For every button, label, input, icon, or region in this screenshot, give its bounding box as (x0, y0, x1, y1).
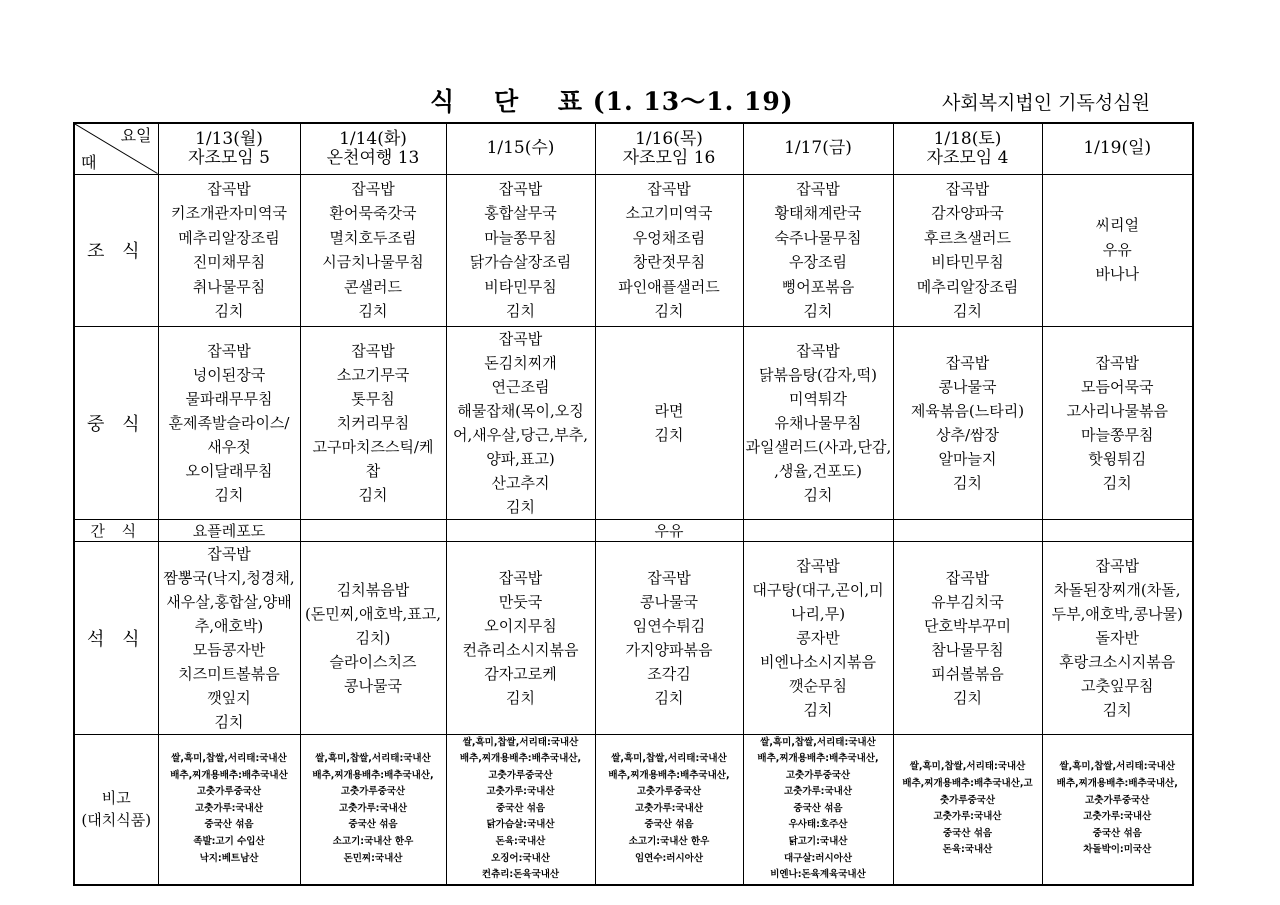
breakfast-cell (893, 174, 1042, 326)
menu-item: 양파,표고) (486, 449, 555, 468)
breakfast-cell (300, 174, 446, 326)
menu-item: 콩나물국 (938, 377, 997, 396)
origin-note: 고춧가루중국산 (1085, 794, 1150, 806)
origin-note: 배추,찌개용배추:배추국내산 (170, 769, 288, 781)
origin-note: 중국산 섞음 (204, 819, 254, 831)
menu-item: 참나물무침 (931, 640, 1004, 659)
menu-item: 김치) (355, 628, 391, 647)
day-header (743, 123, 893, 174)
menu-item: 김치 (358, 485, 388, 504)
menu-item: 씨리얼 (1095, 216, 1139, 235)
origin-note: 배추,찌개용배추:배추국내산, (459, 753, 582, 765)
menu-item: 오이달래무침 (185, 461, 273, 480)
snack-cell (893, 519, 1042, 541)
menu-item: 잡곡밥 (796, 341, 840, 360)
menu-item: 잡곡밥 (351, 341, 395, 360)
origin-note: 고춧가루:국내산 (933, 811, 1002, 823)
origin-note: 소고기:국내산 한우 (332, 836, 414, 848)
menu-item: 비타민무침 (484, 277, 557, 296)
origin-note: 쌀,흑미,찹쌀,서리태:국내산 (462, 736, 579, 748)
dinner-cell (446, 541, 595, 734)
menu-item: 김치 (506, 497, 535, 516)
menu-item: 우엉채조림 (632, 228, 706, 247)
lunch-row (74, 326, 1193, 519)
menu-item: 우장조림 (789, 253, 847, 271)
origin-note: 쌀,흑미,찹쌀,서리태:국내산 (760, 736, 876, 748)
origin-note: 우사태:호주산 (788, 819, 848, 831)
origin-note: 쌀,흑미,찹쌀,서리태:국내산 (315, 753, 431, 765)
menu-item: 치즈미트볼볶음 (178, 664, 280, 683)
menu-item: 김치 (358, 302, 388, 320)
menu-item: 김치 (506, 302, 535, 320)
menu-item: 슬라이스치즈 (329, 652, 417, 671)
menu-item: 후르츠샐러드 (924, 228, 1011, 247)
breakfast-cell (446, 174, 595, 326)
menu-item: 모듬어묵국 (1081, 377, 1154, 396)
menu-item: 잡곡밥 (945, 568, 990, 587)
day-header (595, 123, 743, 174)
day-date: 1/15(수) (486, 138, 555, 159)
menu-item: 치커리무침 (336, 413, 410, 432)
organization-name: 사회복지법인 기독성심원 (942, 92, 1150, 114)
lunch-cell (300, 326, 446, 519)
origin-note: 돈민찌:국내산 (343, 852, 403, 864)
menu-item: 잡곡밥 (1095, 556, 1139, 575)
menu-item: 잡곡밥 (647, 568, 691, 587)
menu-item: 찹 (365, 461, 381, 480)
day-header (446, 123, 595, 174)
menu-item: 김치 (214, 302, 244, 320)
menu-item: 오이지무침 (484, 616, 557, 635)
origin-note: 대구살:러시아산 (783, 852, 853, 864)
menu-item: 취나물무침 (192, 277, 266, 296)
menu-item: 임연수튀김 (632, 616, 706, 635)
menu-item: 잡곡밥 (498, 329, 543, 348)
snack-cell: 요플레포도 (158, 519, 300, 541)
origin-note: 배추,찌개용배추:배추국내산,고 (902, 777, 1033, 789)
breakfast-cell (743, 174, 893, 326)
dinner-cell (1042, 541, 1193, 734)
origin-note: 돈육:국내산 (942, 844, 993, 856)
menu-item: 김치 (803, 485, 833, 504)
menu-item: 라면 (654, 401, 684, 420)
menu-item: 새우살,홍합살,양배 (166, 592, 292, 611)
menu-item: 잡곡밥 (796, 179, 840, 198)
origin-note: 배추,찌개용배추:배추국내산, (757, 753, 879, 765)
origin-note: 고춧가루중국산 (636, 786, 702, 798)
snack-cell: 우유 (595, 519, 743, 541)
origin-note: 쌀,흑미,찹쌀,서리태:국내산 (909, 761, 1026, 773)
menu-item: 고사리나물볶음 (1066, 401, 1168, 420)
menu-table (73, 122, 1194, 886)
origin-note: 고춧가루:국내산 (1083, 811, 1152, 823)
page-title: 식 단 표 (1. 13～1. 19) (430, 87, 794, 116)
origin-note: 배추,찌개용배추:배추국내산, (312, 769, 434, 781)
menu-item: ,생율,건포도) (774, 461, 862, 480)
notes-row (74, 734, 1193, 885)
dinner-label: 석 식 (74, 541, 158, 734)
lunch-cell (158, 326, 300, 519)
breakfast-cell (595, 174, 743, 326)
menu-item: 조각김 (647, 664, 691, 683)
menu-item: 잡곡밥 (351, 179, 395, 198)
menu-item: 닭가슴살장조림 (469, 253, 572, 271)
menu-item: 환어묵죽갓국 (329, 204, 417, 222)
menu-item: 어,새우살,당근,부추, (453, 425, 588, 444)
menu-item: 김치 (1102, 700, 1132, 719)
origin-note: 춧가루중국산 (939, 794, 996, 806)
menu-item: 단호박부꾸미 (924, 616, 1011, 635)
menu-item: 소고기무국 (336, 365, 410, 384)
origin-note: 소고기:국내산 한우 (628, 836, 710, 848)
menu-item: 콩자반 (796, 628, 840, 647)
menu-item: 잡곡밥 (498, 179, 543, 198)
dinner-cell (300, 541, 446, 734)
origin-note: 닭고기:국내산 (788, 836, 848, 848)
menu-item: 콩나물국 (344, 676, 402, 695)
lunch-cell (743, 326, 893, 519)
notes-cell (893, 734, 1042, 885)
day-header (300, 123, 446, 174)
day-header (893, 123, 1042, 174)
menu-item: 제육볶음(느타리) (910, 401, 1025, 420)
day-sub: 자조모임 5 (188, 147, 270, 168)
notes-label (74, 734, 158, 885)
menu-item: 새우젓 (207, 437, 251, 456)
menu-item: 김치 (953, 688, 982, 707)
menu-item: 유부김치국 (931, 592, 1004, 611)
menu-item: 넝이된장국 (192, 365, 266, 384)
day-header (1042, 123, 1193, 174)
menu-item: (돈민찌,애호박,표고, (304, 604, 442, 623)
notes-cell (743, 734, 893, 885)
menu-item: 깻잎지 (207, 688, 251, 707)
menu-item: 멸치호두조림 (329, 228, 417, 247)
menu-item: 김치 (654, 302, 684, 320)
menu-item: 피쉬볼볶음 (931, 664, 1004, 683)
menu-item: 닭볶음탕(감자,떡) (759, 365, 877, 384)
menu-item: 잡곡밥 (207, 179, 251, 198)
origin-note: 고춧가루:국내산 (783, 786, 853, 798)
snack-row (74, 519, 1193, 541)
menu-item: 김치 (214, 712, 244, 731)
menu-item: 상추/쌈장 (935, 425, 999, 444)
menu-item: 콘샐러드 (344, 277, 402, 296)
menu-item: 깻순무침 (789, 676, 847, 695)
menu-item: 숙주나물무침 (774, 228, 862, 247)
corner-meal-label: 때 (81, 152, 97, 172)
origin-note: 고춧가루:국내산 (634, 802, 704, 814)
breakfast-label: 조 식 (74, 174, 158, 326)
menu-item: 뻥어포볶음 (781, 277, 855, 296)
menu-item: 김치 (506, 688, 535, 707)
menu-item: 마늘쫑무침 (484, 228, 557, 247)
menu-item: 짬뽕국(낙지,청경채, (163, 568, 295, 587)
origin-note: 고춧가루중국산 (196, 786, 262, 798)
origin-note: 쌀,흑미,찹쌀,서리태:국내산 (611, 753, 727, 765)
lunch-cell (893, 326, 1042, 519)
origin-note: 닭가슴살:국내산 (486, 819, 555, 831)
menu-item: 미역튀각 (789, 389, 847, 408)
menu-item: 김치 (953, 473, 982, 492)
menu-item: 홍합살무국 (484, 204, 557, 222)
menu-item: 잡곡밥 (207, 341, 251, 360)
corner-cell (74, 123, 158, 174)
menu-item: 훈제족발슬라이스/ (168, 413, 290, 432)
origin-note: 중국산 섞음 (1092, 827, 1142, 839)
origin-note: 중국산 섞음 (495, 802, 546, 814)
day-sub: 온천여행 13 (326, 147, 420, 168)
menu-item: 메추리알장조림 (178, 228, 280, 247)
origin-note: 비엔나:돈육계육국내산 (770, 869, 866, 881)
origin-note: 배추,찌개용배추:배추국내산, (1056, 777, 1178, 789)
menu-item: 잡곡밥 (945, 353, 990, 372)
day-date: 1/19(일) (1083, 138, 1152, 159)
menu-item: 후랑크소시지볶음 (1059, 652, 1176, 671)
menu-item: 우유 (1102, 240, 1132, 259)
origin-note: 족발:고기 수입산 (193, 836, 265, 848)
day-date: 1/13(월) (195, 128, 263, 149)
menu-item: 잡곡밥 (647, 179, 691, 198)
menu-item: 대구탕(대구,곤이,미 (752, 580, 884, 599)
breakfast-row (74, 174, 1193, 326)
menu-item: 진미채무침 (192, 253, 266, 271)
menu-item: 김치볶음밥 (336, 580, 410, 599)
origin-note: 돈육:국내산 (495, 836, 546, 848)
snack-label: 간 식 (74, 519, 158, 541)
menu-item: 톳무침 (351, 389, 395, 408)
origin-note: 배추,찌개용배추:배추국내산, (608, 769, 730, 781)
header-row (74, 123, 1193, 174)
menu-item: 고구마치즈스틱/케 (312, 437, 434, 456)
menu-item: 추,애호박) (194, 616, 264, 635)
snack-cell (446, 519, 595, 541)
day-date: 1/16(목) (635, 128, 703, 149)
menu-item: 과일샐러드(사과,단감, (745, 437, 892, 456)
menu-item: 시금치나물무침 (322, 253, 424, 271)
menu-item: 나리,무) (790, 604, 846, 623)
menu-item: 돌자반 (1095, 628, 1139, 647)
origin-note: 오징어:국내산 (491, 852, 550, 864)
menu-item: 알마늘지 (938, 449, 997, 468)
origin-note: 쌀,흑미,찹쌀,서리태:국내산 (1059, 761, 1176, 773)
breakfast-cell (1042, 174, 1193, 326)
origin-note: 차돌박이:미국산 (1083, 844, 1152, 856)
origin-note: 고춧가루중국산 (785, 769, 851, 781)
menu-item: 고춧잎무침 (1081, 676, 1154, 695)
day-sub: 자조모임 16 (622, 147, 716, 168)
origin-note: 중국산 섞음 (793, 802, 843, 814)
dinner-cell (158, 541, 300, 734)
menu-item: 김치 (803, 302, 833, 320)
menu-item: 잡곡밥 (1095, 353, 1139, 372)
menu-item: 컨츄리소시지볶음 (462, 640, 579, 659)
menu-item: 비엔나소시지볶음 (760, 652, 876, 671)
menu-item: 만둣국 (498, 592, 543, 611)
menu-item: 산고추지 (491, 473, 550, 492)
menu-item: 황태채계란국 (774, 204, 862, 222)
menu-item: 콩나물국 (640, 592, 698, 611)
notes-cell (446, 734, 595, 885)
breakfast-cell (158, 174, 300, 326)
lunch-cell (1042, 326, 1193, 519)
menu-item: 잡곡밥 (207, 544, 251, 563)
origin-note: 고춧가루:국내산 (338, 802, 408, 814)
menu-item: 두부,애호박,콩나물) (1051, 604, 1183, 623)
menu-item: 메추리알장조림 (916, 277, 1019, 296)
snack-cell (1042, 519, 1193, 541)
menu-item: 돈김치찌개 (484, 353, 557, 372)
day-header (158, 123, 300, 174)
menu-item: 키조개관자미역국 (171, 204, 287, 222)
menu-item: 유채나물무침 (774, 413, 862, 432)
menu-item: 김치 (953, 302, 982, 320)
origin-note: 임연수:러시아산 (634, 852, 704, 864)
menu-item: 김치 (654, 425, 684, 444)
origin-note: 중국산 섞음 (942, 827, 993, 839)
origin-note: 고춧가루중국산 (340, 786, 406, 798)
day-date: 1/14(화) (339, 128, 407, 149)
menu-item: 김치 (803, 700, 833, 719)
snack-cell (743, 519, 893, 541)
menu-item: 소고기미역국 (625, 204, 713, 222)
notes-cell (1042, 734, 1193, 885)
menu-item: 김치 (214, 485, 244, 504)
menu-item: 김치 (1102, 473, 1132, 492)
lunch-cell (595, 326, 743, 519)
menu-item: 김치 (654, 688, 684, 707)
menu-item: 핫윙튀김 (1088, 449, 1147, 468)
menu-item: 창란젓무침 (632, 253, 706, 271)
origin-note: 낙지:베트남산 (199, 852, 259, 864)
origin-note: 컨츄리:돈육국내산 (481, 869, 560, 881)
lunch-label: 중 식 (74, 326, 158, 519)
notes-cell (595, 734, 743, 885)
notes-label-line1: 비고 (101, 789, 131, 808)
dinner-cell (893, 541, 1042, 734)
day-sub: 자조모임 4 (926, 147, 1009, 168)
origin-note: 고춧가루중국산 (488, 769, 553, 781)
menu-item: 감자양파국 (931, 204, 1004, 222)
origin-note: 쌀,흑미,찹쌀,서리태:국내산 (171, 753, 287, 765)
dinner-row (74, 541, 1193, 734)
notes-label-line2: (대치식품) (81, 811, 152, 830)
menu-item: 바나나 (1095, 265, 1139, 284)
snack-cell (300, 519, 446, 541)
notes-cell (300, 734, 446, 885)
origin-note: 고춧가루:국내산 (194, 802, 264, 814)
menu-item: 해물잡채(목이,오징 (457, 401, 584, 420)
lunch-cell (446, 326, 595, 519)
menu-item: 가지양파볶음 (625, 640, 713, 659)
menu-item: 모듬콩자반 (192, 640, 266, 659)
dinner-cell (743, 541, 893, 734)
menu-item: 잡곡밥 (945, 179, 990, 198)
menu-item: 물파래무무침 (185, 389, 273, 408)
origin-note: 중국산 섞음 (644, 819, 694, 831)
menu-item: 잡곡밥 (796, 556, 840, 575)
day-date: 1/18(토) (933, 128, 1002, 149)
notes-cell (158, 734, 300, 885)
menu-item: 마늘쫑무침 (1081, 425, 1154, 444)
menu-item: 연근조림 (491, 377, 550, 396)
menu-item: 감자고로케 (484, 664, 557, 683)
menu-item: 파인애플샐러드 (618, 277, 720, 296)
dinner-cell (595, 541, 743, 734)
menu-item: 차돌된장찌개(차돌, (1053, 580, 1181, 599)
origin-note: 중국산 섞음 (348, 819, 398, 831)
menu-item: 잡곡밥 (498, 568, 543, 587)
day-date: 1/17(금) (784, 138, 852, 159)
origin-note: 고춧가루:국내산 (486, 786, 555, 798)
menu-item: 비타민무침 (931, 253, 1004, 271)
corner-day-label: 요일 (120, 126, 152, 145)
